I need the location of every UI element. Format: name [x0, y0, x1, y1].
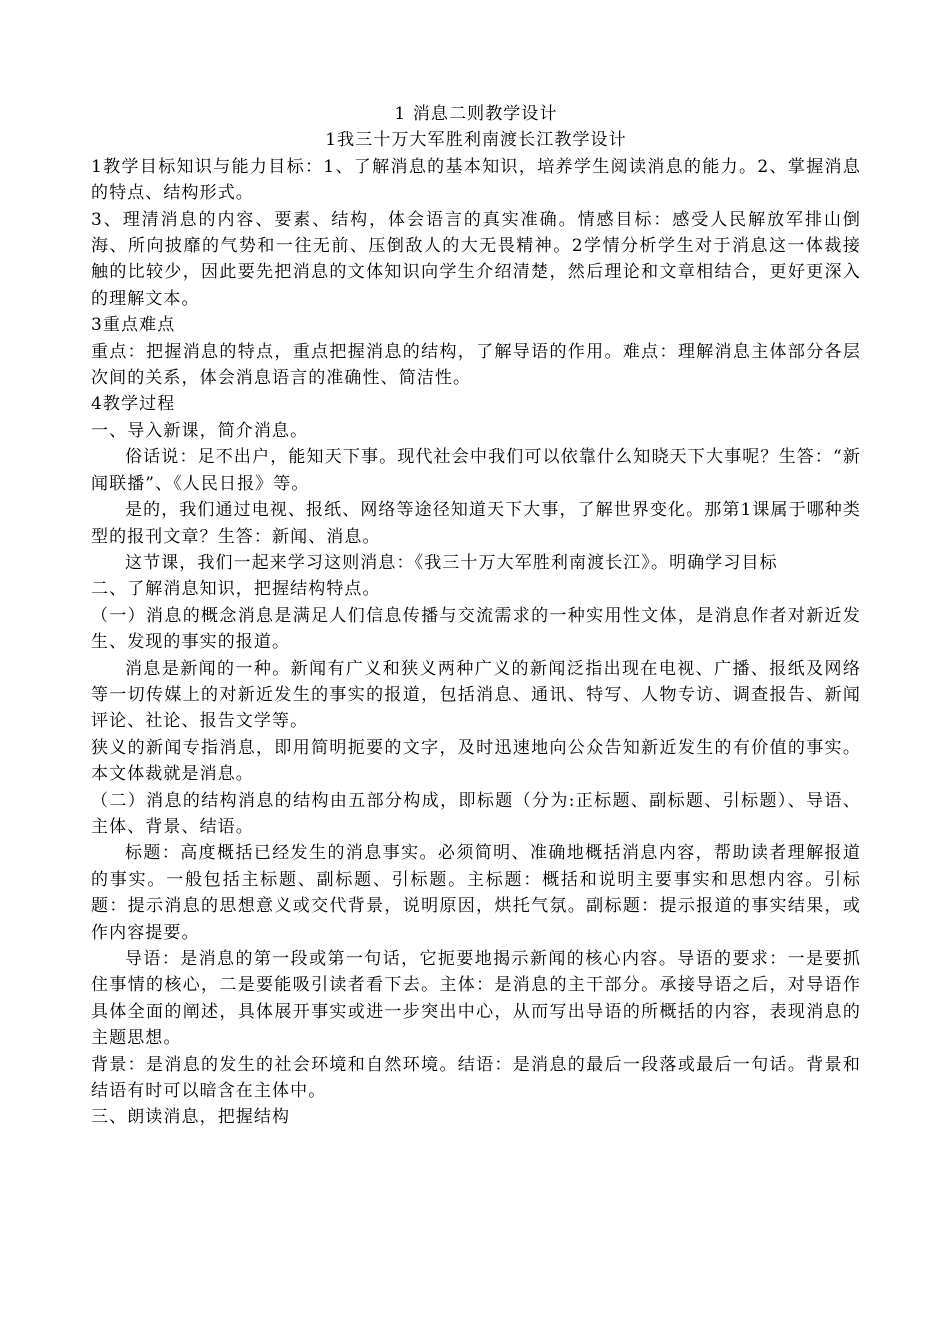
- document-title: 1 消息二则教学设计: [394, 104, 558, 124]
- paragraph-structure: （二）消息的结构消息的结构由五部分构成，即标题（分为:正标题、副标题、引标题）、导语、主体、背景、结语。: [91, 790, 861, 837]
- paragraph: 这节课，我们一起来学习这则消息：《我三十万大军胜利南渡长江》。明确学习目标: [125, 552, 778, 573]
- document-body: [91, 101, 861, 1131]
- heading-key-points: 3重点难点: [91, 315, 176, 336]
- section-heading-1: 一、导入新课，简介消息。: [91, 420, 309, 441]
- heading-teaching-process: 4教学过程: [91, 394, 176, 415]
- paragraph-concept: （一）消息的概念消息是满足人们信息传播与交流需求的一种实用性文体，是消息作者对新近发生、发现的事实的报道。: [91, 605, 861, 653]
- paragraph-objectives: 1教学目标知识与能力目标：1、了解消息的基本知识，培养学生阅读消息的能力。2、掌握消息的特点、结构形式。: [91, 156, 861, 204]
- paragraph: 导语：是消息的第一段或第一句话，它扼要地揭示新闻的核心内容。导语的要求：一是要抓住事情的核心，二是要能吸引读者看下去。主体：是消息的主干部分。承接导语之后，对导语作具体全面的阐述，具体展开事实或进一步突出中心，从而写出导语的所概括的内容，表现消息的主题思想。: [91, 949, 861, 1049]
- paragraph: 是的，我们通过电视、报纸、网络等途径知道天下大事，了解世界变化。那第1课属于哪种类型的报刊文章？生答：新闻、消息。: [91, 500, 861, 547]
- paragraph-key-points: 重点：把握消息的特点，重点把握消息的结构，了解导语的作用。难点：理解消息主体部分各层次间的关系，体会消息语言的准确性、简洁性。: [91, 341, 861, 389]
- paragraph: 标题：高度概括已经发生的消息事实。必须简明、准确地概括消息内容，帮助读者理解报道的事实。一般包括主标题、副标题、引标题。主标题：概括和说明主要事实和思想内容。引标题：提示消息的思想意义或交代背景，说明原因，烘托气氛。副标题：提示报道的事实结果，或作内容提要。: [91, 843, 861, 943]
- paragraph: 狭义的新闻专指消息，即用简明扼要的文字，及时迅速地向公众告知新近发生的有价值的事实。本文体裁就是消息。: [91, 737, 861, 785]
- section-heading-2: 二、了解消息知识，把握结构特点。: [91, 579, 381, 600]
- paragraph-objectives-cont: 3、理清消息的内容、要素、结构，体会语言的真实准确。情感目标：感受人民解放军排山倒海、所向披靡的气势和一往无前、压倒敌人的大无畏精神。2学情分析学生对于消息这一体裁接触的比较少，因此要先把消息的文体知识向学生介绍清楚，然后理论和文章相结合，更好更深入的理解文本。: [91, 209, 861, 309]
- document-subtitle: 1我三十万大军胜利南渡长江教学设计: [325, 130, 627, 151]
- paragraph: 消息是新闻的一种。新闻有广义和狭义两种广义的新闻泛指出现在电视、广播、报纸及网络等一切传媒上的对新近发生的事实的报道，包括消息、通讯、特写、人物专访、调查报告、新闻评论、社论、报告文学等。: [91, 658, 861, 732]
- paragraph: 背景：是消息的发生的社会环境和自然环境。结语：是消息的最后一段落或最后一句话。背景和结语有时可以暗含在主体中。: [91, 1054, 861, 1102]
- section-heading-3: 三、朗读消息，把握结构: [91, 1107, 291, 1128]
- paragraph: 俗话说：足不出户，能知天下事。现代社会中我们可以依靠什么知晓天下大事呢？生答：“新闻联播”、《人民日报》等。: [91, 447, 861, 494]
